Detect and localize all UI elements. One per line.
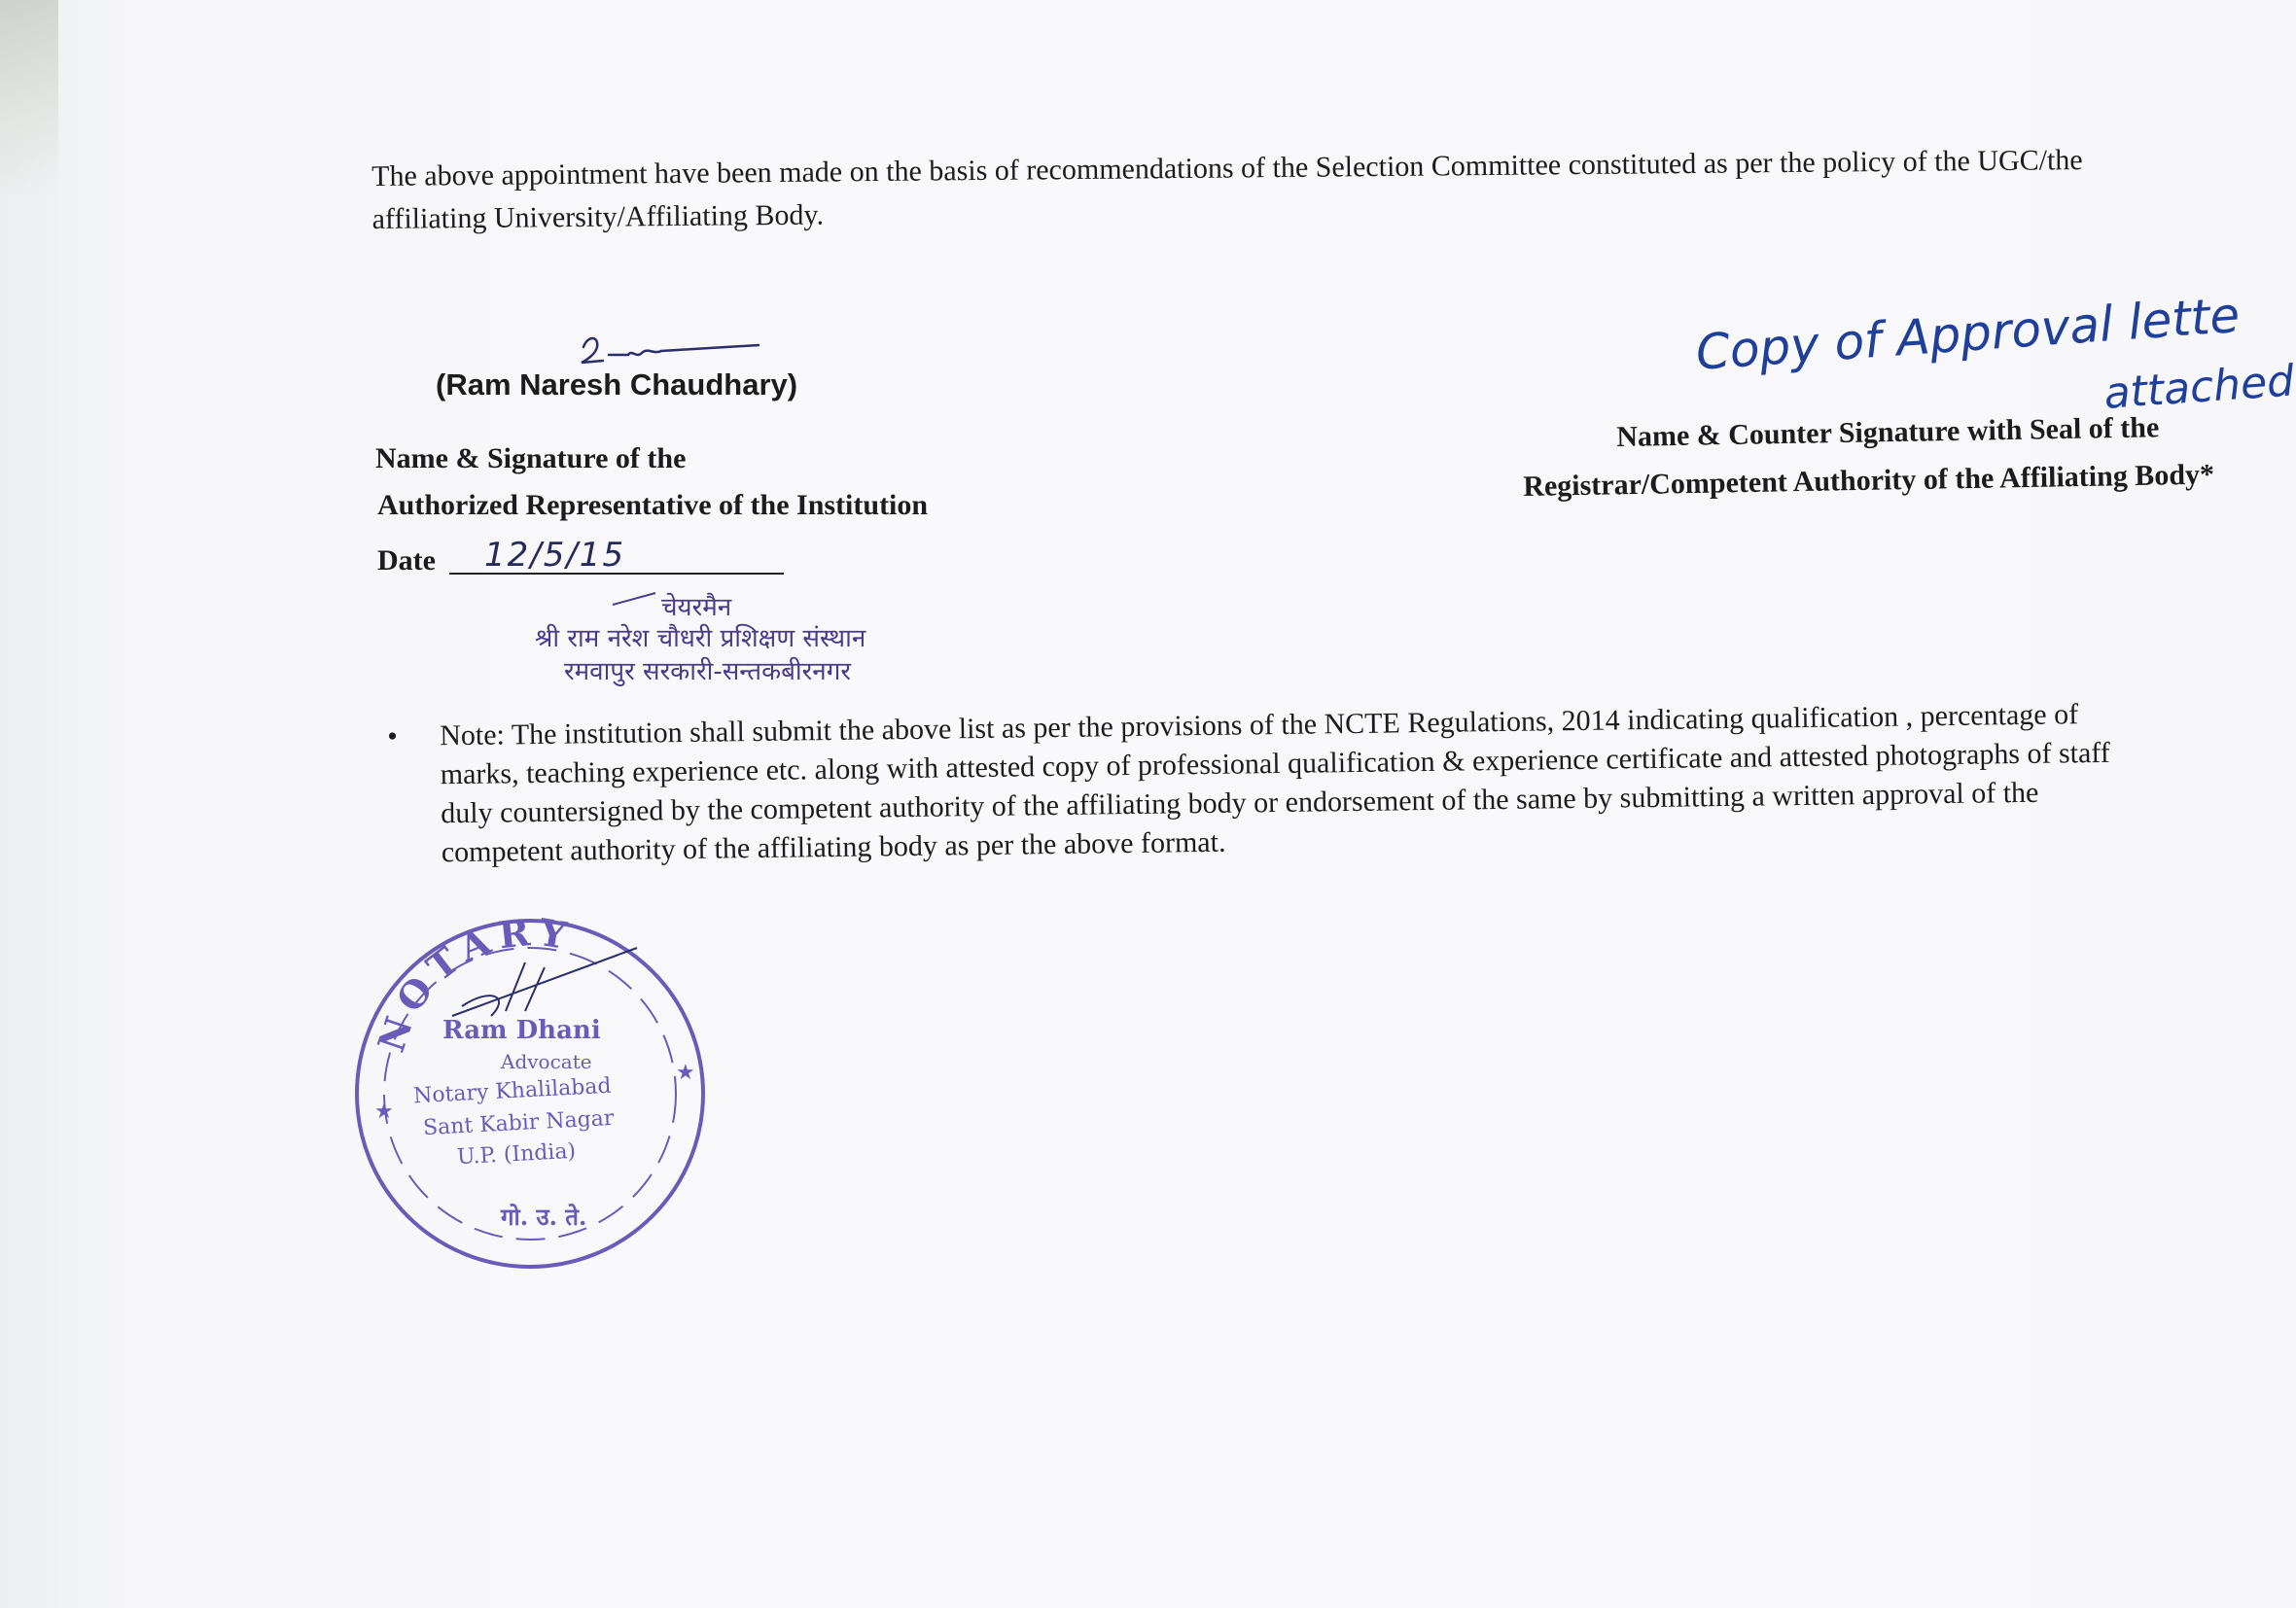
header-paragraph-line-2: affiliating University/Affiliating Body.: [371, 198, 825, 235]
notary-ring-text: NOTARY: [369, 909, 578, 1058]
signatory-name: (Ram Naresh Chaudhary): [436, 367, 798, 402]
scanned-page-fold: [0, 0, 58, 194]
note-line-4: competent authority of the affiliating body as per the above format.: [441, 825, 1226, 869]
notary-bottom-text: गो. उ. ते.: [501, 1203, 587, 1231]
left-caption-line-1: Name & Signature of the: [375, 442, 687, 474]
notary-location-1: Notary Khalilabad: [412, 1073, 613, 1109]
handwritten-approval-note-line-2: attached: [2102, 356, 2296, 419]
note-line-1: Note: The institution shall submit the above list as per the provisions of the NCTE Regulations, 2014 indicating qualification , percentage of: [440, 698, 2079, 752]
right-caption-line-1: Name & Counter Signature with Seal of the: [1616, 411, 2160, 453]
header-paragraph-line-1: The above appointment have been made on the basis of recommendations of the Selection Committee constituted as per the policy of the UGC/the: [371, 144, 2083, 192]
star-icon-left: ★: [374, 1099, 394, 1123]
seal-text-line-1: चेयरमैन: [661, 593, 732, 622]
handwritten-approval-note-line-1: Copy of Approval lette: [1694, 286, 2242, 381]
date-label: Date: [377, 544, 436, 577]
star-icon-right: ★: [676, 1060, 695, 1084]
notary-title: Advocate: [501, 1050, 592, 1073]
right-caption-line-2: Registrar/Competent Authority of the Affiliating Body*: [1523, 458, 2215, 503]
note-bullet: •: [387, 719, 398, 752]
handwritten-date: 12/5/15: [484, 536, 626, 575]
seal-text-line-2: श्री राम नरेश चौधरी प्रशिक्षण संस्थान: [535, 624, 866, 653]
header-paragraph: [371, 137, 2275, 241]
note-line-2: marks, teaching experience etc. along with attested copy of professional qualification & experience certificate and attested photographs of staff: [440, 736, 2110, 791]
note-line-3: duly countersigned by the competent authority of the affiliating body or endorsement of the same by submitting a written approval of the: [441, 776, 2039, 830]
notary-location-2: Sant Kabir Nagar: [422, 1105, 615, 1141]
left-caption-line-2: Authorized Representative of the Institution: [377, 489, 929, 521]
seal-text-line-3: रमवापुर सरकारी-सन्तकबीरनगर: [564, 657, 851, 686]
notary-name: Ram Dhani: [442, 1016, 601, 1045]
notary-stamp: [345, 909, 715, 1269]
notary-location-3: U.P. (India): [456, 1138, 577, 1171]
seal-stroke-mark: [611, 589, 659, 609]
